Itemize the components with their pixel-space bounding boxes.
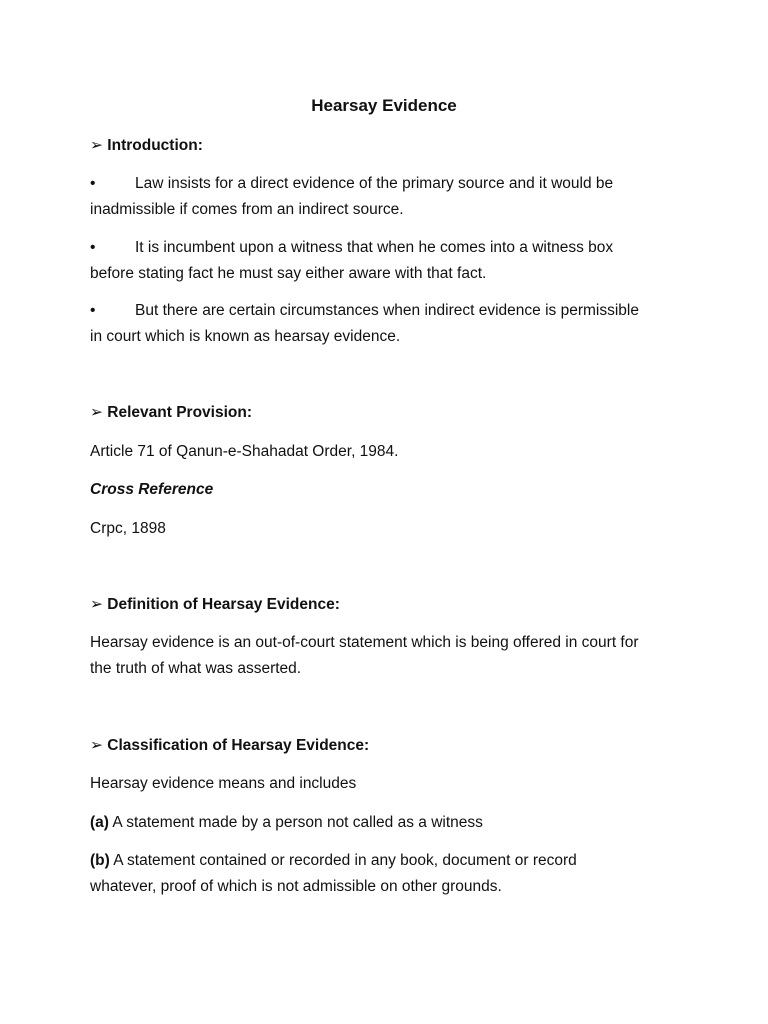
bullet-text-line2: in court which is known as hearsay evidence. [90, 328, 401, 345]
classification-heading: ➢ Classification of Hearsay Evidence: [90, 737, 370, 754]
relevant-provision-text: Article 71 of Qanun-e-Shahadat Order, 1984. [90, 443, 399, 460]
introduction-heading: ➢ Introduction: [90, 137, 203, 154]
bullet-text-line1: But there are certain circumstances when indirect evidence is permissible [135, 302, 639, 319]
item-text: A statement made by a person not called as a witness [108, 814, 483, 831]
definition-text-line1: Hearsay evidence is an out-of-court statement which is being offered in court for [90, 634, 639, 651]
cross-reference-label: Cross Reference [90, 481, 214, 498]
definition-heading: ➢ Definition of Hearsay Evidence: [90, 596, 340, 613]
classification-item-b [90, 848, 680, 874]
classification-intro: Hearsay evidence means and includes [90, 775, 357, 792]
bullet-text-line2: before stating fact he must say either aware with that fact. [90, 265, 487, 282]
item-marker: (b) [90, 852, 110, 869]
document-title: Hearsay Evidence [311, 96, 457, 115]
bullet-icon: • [90, 175, 96, 192]
bullet-text-line1: It is incumbent upon a witness that when he comes into a witness box [135, 239, 614, 256]
definition-text-line2: the truth of what was asserted. [90, 660, 302, 677]
item-marker: (a) [90, 814, 109, 831]
classification-item-a [90, 810, 680, 836]
introduction-bullet-2 [90, 235, 680, 287]
relevant-provision-heading: ➢ Relevant Provision: [90, 404, 253, 421]
bullet-icon: • [90, 302, 96, 319]
bullet-text-line1: Law insists for a direct evidence of the primary source and it would be [135, 175, 614, 192]
cross-reference-text: Crpc, 1898 [90, 520, 166, 537]
bullet-text-line2: inadmissible if comes from an indirect source. [90, 201, 404, 218]
item-text: A statement contained or recorded in any book, document or record [109, 852, 577, 869]
classification-item-b-line2: whatever, proof of which is not admissible on other grounds. [90, 878, 502, 895]
bullet-icon: • [90, 239, 96, 256]
introduction-bullet-3 [90, 298, 680, 350]
introduction-bullet-1 [90, 171, 680, 223]
